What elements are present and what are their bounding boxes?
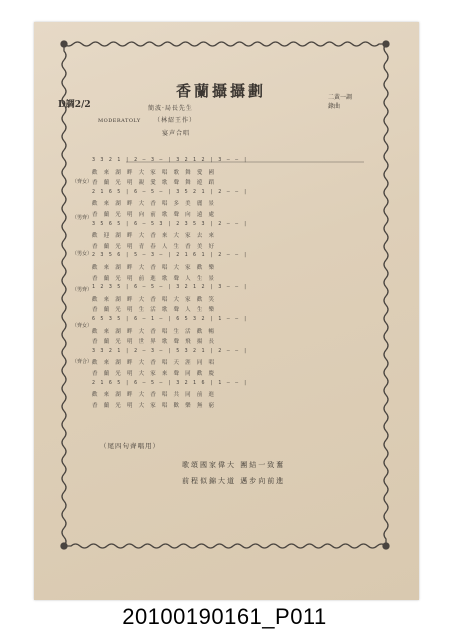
lyric-row: 香 蘭 光 明 大 家 唱 歡 樂 無 窮 (92, 402, 217, 409)
notation-row: 6 5 3 5 | 6 — 1 — | 6 5 3 2 | 1 — — | (92, 316, 248, 322)
lyric-row: 歡 迎 湖 畔 大 香 來 大 家 去 來 (92, 233, 217, 240)
lyric-row: 香 蘭 光 明 向 前 歌 聲 向 遠 處 (92, 212, 217, 218)
border-edge (64, 544, 386, 548)
border-edge (64, 42, 386, 46)
voice-part-label: （男女） (72, 251, 93, 258)
notation-row: 3 5 6 5 | 6 — 5 3 | 2 3 5 3 | 2 — — | (92, 220, 248, 227)
lyric-row: 香 蘭 光 明 青 春 人 生 香 美 好 (92, 243, 217, 250)
voice-part-label: （齊女） (72, 323, 93, 330)
border-edge (62, 44, 66, 546)
key-signature: D調2/2 (58, 100, 91, 110)
notation-row: 2 3 5 6 | 5 — 3 — | 2 1 6 1 | 2 — — | (92, 252, 248, 259)
lyric-row: 香 蘭 光 明 親 愛 歌 聲 舞 遊 蹈 (92, 180, 217, 187)
lyric-row: 香 蘭 光 明 前 進 歌 聲 人 生 景 (92, 275, 217, 282)
lyric-row: 香 蘭 光 明 生 活 歌 聲 人 生 樂 (92, 307, 217, 314)
performance-note: 宴声合唱 (162, 130, 191, 137)
voice-part-label: （齊合） (72, 359, 93, 366)
lyric-row: 歡 來 湖 畔 大 香 唱 生 活 歡 暢 (92, 328, 217, 335)
notation-row: 2 1 6 5 | 6 — 5 — | 3 2 1 6 | 1 — — | (92, 379, 248, 386)
border-corner (61, 41, 67, 47)
lyric-row: 香 蘭 光 明 大 家 來 聲 同 歡 慶 (92, 371, 217, 377)
corner-note: 錄曲 (328, 103, 341, 110)
notation-row: 2 1 6 5 | 6 — 5 — | 3 5 2 1 | 2 — — | (92, 188, 248, 195)
closing-line: 歌頌國家偉大 團結一致奮 (182, 461, 286, 469)
lyric-row: 歡 來 湖 畔 大 香 唱 大 家 歡 樂 (92, 265, 217, 271)
closing-line: 前程似錦大道 邁步向前進 (182, 477, 286, 485)
border-corner (383, 41, 389, 47)
border-corner (61, 543, 67, 549)
lyricist-credit: （林紹王作） (154, 117, 197, 124)
corner-note: 二黃一調 (328, 94, 353, 101)
lyric-row: 歡 來 湖 畔 大 香 唱 天 涯 同 唱 (92, 360, 217, 367)
voice-part-label: （齊女） (72, 179, 93, 185)
footnote: （尾四句齊唱用） (100, 442, 160, 450)
catalog-id: 20100190161_P011 (122, 604, 327, 629)
border-corner (383, 543, 389, 549)
lyric-row: 歡 來 湖 畔 大 香 唱 多 美 麗 景 (92, 201, 217, 208)
composer-credit: 簡波·局長先生 (148, 105, 193, 112)
tempo-marking: MODERATOLY (98, 118, 141, 124)
voice-part-label: （男齊） (72, 287, 93, 294)
voice-part-label: （男齊） (72, 215, 93, 222)
notation-row: 3 3 2 1 | 2 — 3 — | 3 2 1 2 | 3 — — | (92, 157, 248, 163)
border-edge (384, 44, 388, 546)
song-title: 香蘭攝攝劃 (176, 82, 267, 100)
notation-row: 3 3 2 1 | 2 — 3 — | 5 3 2 1 | 2 — — | (92, 347, 248, 354)
notation-row: 1 2 3 5 | 6 — 5 — | 3 2 1 2 | 3 — — | (92, 284, 248, 291)
lyric-row: 歡 來 湖 畔 大 家 唱 歌 舞 愛 國 (92, 169, 217, 176)
lyric-row: 歡 來 湖 畔 大 香 唱 共 同 前 進 (92, 392, 217, 399)
lyric-row: 歡 來 湖 畔 大 香 唱 大 家 歡 笑 (92, 296, 217, 303)
lyric-row: 香 蘭 光 明 世 界 歌 聲 飛 揚 長 (92, 339, 217, 346)
